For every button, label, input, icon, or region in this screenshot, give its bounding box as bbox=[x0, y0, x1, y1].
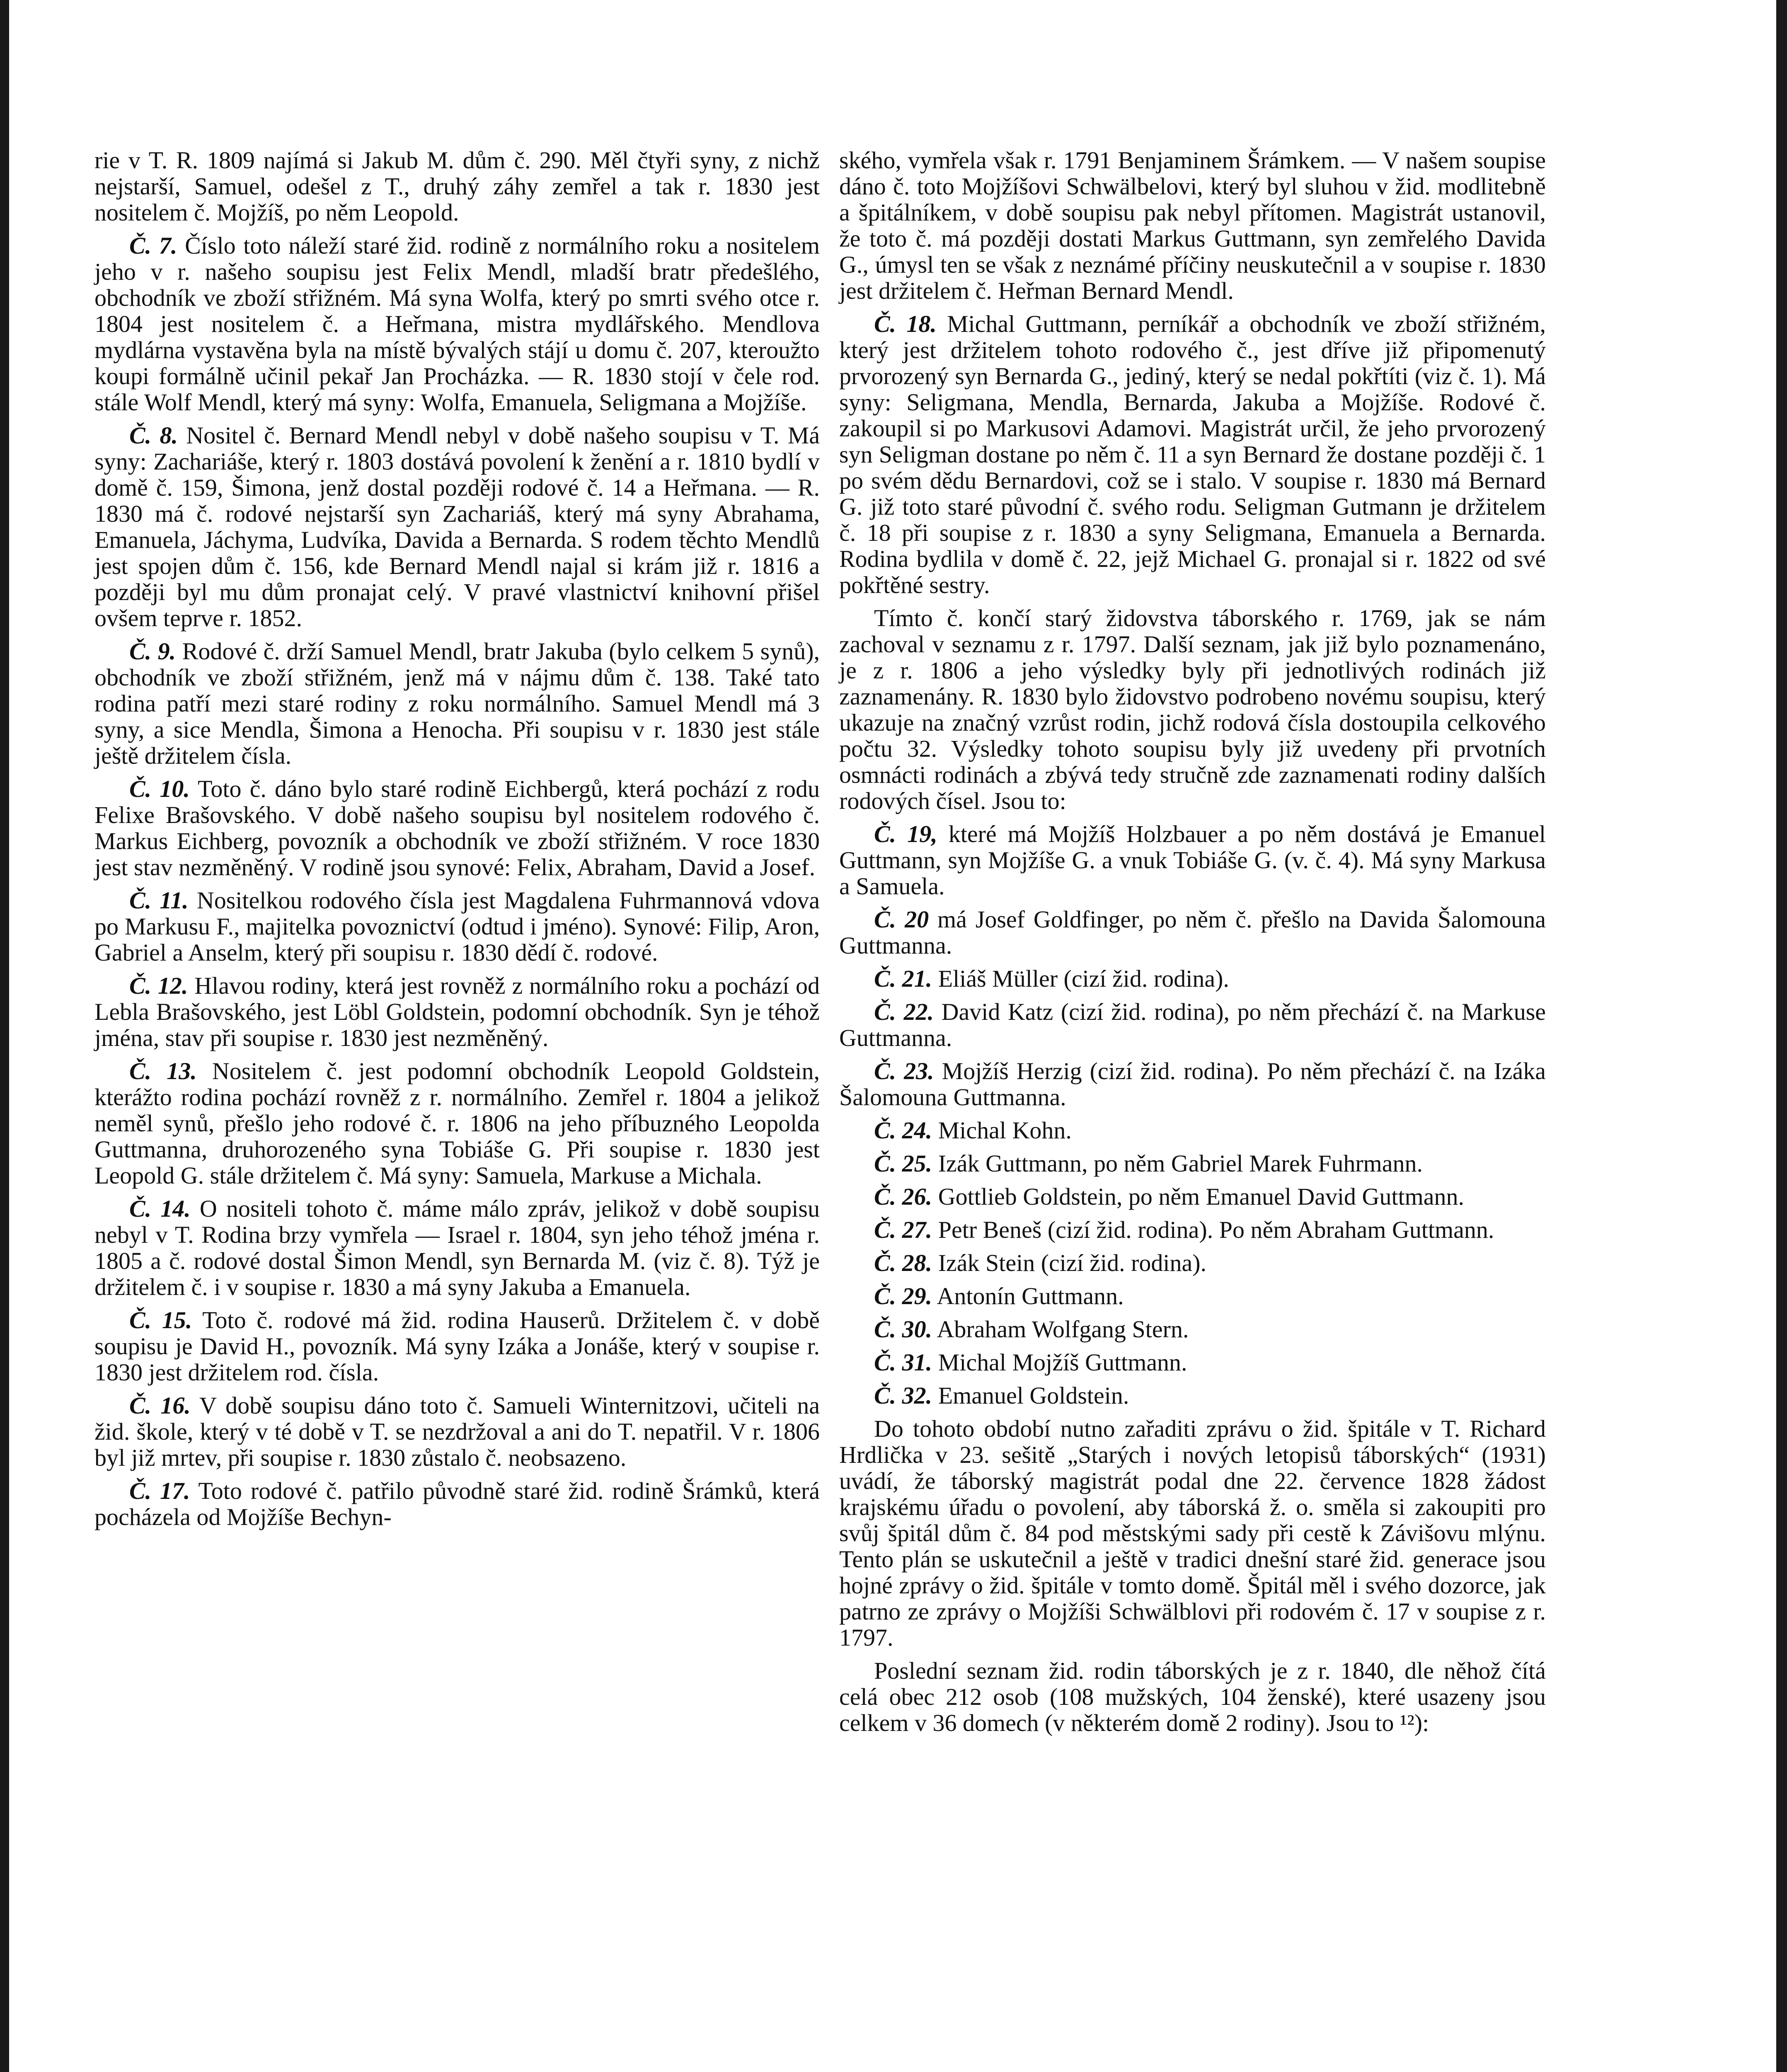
paragraph: ského, vymřela však r. 1791 Benjaminem Šrámkem. — V našem soupise dáno č. toto Mojžíšovi Schwälbelovi, který byl sluhou v žid. modlitebně a špitálníkem, v době soupisu pak nebyl přítomen. Magistrát ustanovil, že toto č. má později dostati Markus Guttmann, syn zemřelého Davida G., úmysl ten se však z neznámé příčiny neuskutečnil a v soupise r. 1830 jest držitelem č. Heřman Bernard Mendl. bbox=[839, 147, 1546, 304]
paragraph: Č. 27. Petr Beneš (cizí žid. rodina). Po něm Abraham Guttmann. bbox=[874, 1216, 1494, 1243]
paragraph: Č. 25. Izák Guttmann, po něm Gabriel Marek Fuhrmann. bbox=[874, 1150, 1423, 1177]
right-text-column bbox=[839, 147, 1546, 1743]
paragraph: Č. 20 má Josef Goldfinger, po něm č. přešlo na Davida Šalomouna Guttmanna. bbox=[839, 906, 1546, 959]
paragraph: Do tohoto období nutno zařaditi zprávu o žid. špitále v T. Richard Hrdlička v 23. sešitě „Starých i nových letopisů táborských“ (1931) uvádí, že táborský magistrát podal dne 22. července 1828 žádost krajskému úřadu o povolení, aby táborská ž. o. směla si zakoupiti pro svůj špitál dům č. 84 pod městskými sady při cestě k Závišovu mlýnu. Tento plán se uskutečnil a ještě v tradici dnešní staré žid. generace jsou hojné zprávy o žid. špitále v tomto domě. Špitál měl i svého dozorce, jak patrno ze zprávy o Mojžíši Schwälblovi při rodovém č. 17 v soupise z r. 1797. bbox=[839, 1415, 1546, 1651]
paragraph: Č. 31. Michal Mojžíš Guttmann. bbox=[874, 1349, 1187, 1376]
entry-number: Č. 14. bbox=[129, 1195, 191, 1222]
entry-number: Č. 17. bbox=[129, 1477, 190, 1504]
entry-number: Č. 21. bbox=[874, 965, 932, 992]
paragraph: Č. 19, které má Mojžíš Holzbauer a po něm dostává je Emanuel Guttmann, syn Mojžíše G. a vnuk Tobiáše G. (v. č. 4). Má syny Markusa a Samuela. bbox=[839, 821, 1546, 900]
entry-number: Č. 27. bbox=[874, 1216, 932, 1243]
entry-number: Č. 7. bbox=[129, 232, 177, 259]
paragraph: Č. 29. Antonín Guttmann. bbox=[874, 1283, 1124, 1310]
paragraph: Č. 17. Toto rodové č. patřilo původně staré žid. rodině Šrámků, která pocházela od Mojžíše Bechyn- bbox=[94, 1477, 820, 1530]
paragraph: Č. 28. Izák Stein (cizí žid. rodina). bbox=[874, 1249, 1207, 1276]
paragraph: Č. 21. Eliáš Müller (cizí žid. rodina). bbox=[874, 965, 1229, 992]
paragraph: Č. 15. Toto č. rodové má žid. rodina Hauserů. Držitelem č. v době soupisu je David H., povozník. Má syny Izáka a Jonáše, který v soupise r. 1830 jest držitelem rod. čísla. bbox=[94, 1307, 820, 1386]
paragraph: Č. 14. O nositeli tohoto č. máme málo zpráv, jelikož v době soupisu nebyl v T. Rodina brzy vymřela — Israel r. 1804, syn jeho téhož jména r. 1805 a č. rodové dostal Šimon Mendl, syn Bernarda M. (viz č. 8). Týž je držitelem č. i v soupise r. 1830 a má syny Jakuba a Emanuela. bbox=[94, 1195, 820, 1300]
entry-number: Č. 10. bbox=[129, 775, 190, 802]
paragraph: Tímto č. končí starý židovstva táborského r. 1769, jak se nám zachoval v seznamu z r. 1797. Další seznam, jak již bylo poznamenáno, je z r. 1806 a jeho výsledky byly při jednotlivých rodinách již zaznamenány. R. 1830 bylo židovstvo podrobeno novému soupisu, který ukazuje na značný vzrůst rodin, jichž rodová čísla dostoupila celkového počtu 32. Výsledky tohoto soupisu byly již uvedeny při prvotních osmnácti rodinách a zbývá tedy stručně zde zaznamenati rodiny dalších rodových čísel. Jsou to: bbox=[839, 605, 1546, 814]
entry-number: Č. 32. bbox=[874, 1382, 932, 1409]
entry-number: Č. 30. bbox=[874, 1316, 932, 1343]
entry-number: Č. 16. bbox=[129, 1392, 191, 1419]
entry-number: Č. 13. bbox=[129, 1058, 197, 1084]
paragraph: Č. 32. Emanuel Goldstein. bbox=[874, 1382, 1129, 1409]
entry-number: Č. 31. bbox=[874, 1349, 932, 1376]
entry-number: Č. 22. bbox=[874, 998, 934, 1025]
paragraph: Poslední seznam žid. rodin táborských je z r. 1840, dle něhož čítá celá obec 212 osob (108 mužských, 104 ženské), které usazeny jsou celkem v 36 domech (v některém domě 2 rodiny). Jsou to ¹²): bbox=[839, 1657, 1546, 1736]
entry-number: Č. 24. bbox=[874, 1117, 932, 1144]
paragraph: Č. 18. Michal Guttmann, perníkář a obchodník ve zboží střižném, který jest držitelem tohoto rodového č., jest dříve již připomenutý prvorozený syn Bernarda G., jediný, který se nedal pokřtíti (viz č. 1). Má syny: Seligmana, Mendla, Bernarda, Jakuba a Mojžíše. Rodové č. zakoupil si po Markusovi Adamovi. Magistrát určil, že jeho prvorozený syn Seligman dostane po něm č. 11 a syn Bernard že dostane později č. 1 po svém dědu Bernardovi, což se i stalo. V soupise r. 1830 má Bernard G. již toto staré původní č. svého rodu. Seligman Gutmann je držitelem č. 18 při soupise z r. 1830 a syny Seligmana, Emanuela a Bernarda. Rodina bydlila v domě č. 22, jejž Michael G. pronajal si r. 1822 od své pokřtěné sestry. bbox=[839, 310, 1546, 598]
entry-number: Č. 19, bbox=[874, 821, 937, 847]
paragraph: Č. 12. Hlavou rodiny, která jest rovněž z normálního roku a pochází od Lebla Brašovského, jest Löbl Goldstein, podomní obchodník. Syn je téhož jména, stav při soupise r. 1830 jest nezměněný. bbox=[94, 972, 820, 1051]
paragraph: Č. 11. Nositelkou rodového čísla jest Magdalena Fuhrmannová vdova po Markusu F., majitelka povoznictví (odtud i jméno). Synové: Filip, Aron, Gabriel a Anselm, který při soupisu r. 1830 dědí č. rodové. bbox=[94, 887, 820, 966]
scan-edge-right bbox=[1776, 0, 1787, 2072]
paragraph: Č. 13. Nositelem č. jest podomní obchodník Leopold Goldstein, kterážto rodina pochází rovněž z r. normálního. Zemřel r. 1804 a jelikož neměl synů, přešlo jeho rodové č. r. 1806 na jeho příbuzného Leopolda Guttmanna, druhorozeného syna Tobiáše G. Při soupise r. 1830 jest Leopold G. stále držitelem č. Má syny: Samuela, Markuse a Michala. bbox=[94, 1058, 820, 1189]
paragraph: Č. 16. V době soupisu dáno toto č. Samueli Winternitzovi, učiteli na žid. škole, který v té době v T. se nezdržoval a ani do T. nepatřil. V r. 1806 byl již mrtev, při soupise r. 1830 zůstalo č. neobsazeno. bbox=[94, 1392, 820, 1471]
entry-number: Č. 23. bbox=[874, 1058, 934, 1084]
paragraph: Č. 22. David Katz (cizí žid. rodina), po něm přechází č. na Markuse Guttmanna. bbox=[839, 998, 1546, 1051]
paragraph: Č. 24. Michal Kohn. bbox=[874, 1117, 1072, 1144]
paragraph: Č. 10. Toto č. dáno bylo staré rodině Eichbergů, která pochází z rodu Felixe Brašovského. V době našeho soupisu byl nositelem rodového č. Markus Eichberg, povozník a obchodník ve zboží střižném. V roce 1830 jest stav nezměněný. V rodině jsou synové: Felix, Abraham, David a Josef. bbox=[94, 775, 820, 881]
scan-edge-left bbox=[0, 0, 9, 2072]
paragraph: rie v T. R. 1809 najímá si Jakub M. dům č. 290. Měl čtyři syny, z nichž nejstarší, Samuel, odešel z T., druhý záhy zemřel a tak r. 1830 jest nositelem č. Mojžíš, po něm Leopold. bbox=[94, 147, 820, 226]
entry-number: Č. 12. bbox=[129, 972, 188, 999]
paragraph: Č. 7. Číslo toto náleží staré žid. rodině z normálního roku a nositelem jeho v r. našeho soupisu jest Felix Mendl, mladší bratr předešlého, obchodník ve zboží střižném. Má syna Wolfa, který po smrti svého otce r. 1804 jest nositelem č. a Heřmana, mistra mydlářského. Mendlova mydlárna vystavěna byla na místě bývalých stájí u domu č. 207, kteroužto koupi formálně učinil pekař Jan Procházka. — R. 1830 stojí v čele rod. stále Wolf Mendl, který má syny: Wolfa, Emanuela, Seligmana a Mojžíše. bbox=[94, 232, 820, 416]
entry-number: Č. 29. bbox=[874, 1283, 932, 1310]
entry-number: Č. 11. bbox=[129, 887, 189, 914]
paragraph: Č. 9. Rodové č. drží Samuel Mendl, bratr Jakuba (bylo celkem 5 synů), obchodník ve zboží střižném, jenž má v nájmu dům č. 138. Také tato rodina patří mezi staré rodiny z roku normálního. Samuel Mendl má 3 syny, a sice Mendla, Šimona a Henocha. Při soupisu v r. 1830 jest stále ještě držitelem čísla. bbox=[94, 638, 820, 769]
entry-number: Č. 9. bbox=[129, 638, 176, 665]
paragraph: Č. 23. Mojžíš Herzig (cizí žid. rodina). Po něm přechází č. na Izáka Šalomouna Guttmanna. bbox=[839, 1058, 1546, 1111]
left-text-column bbox=[94, 147, 820, 1537]
entry-number: Č. 26. bbox=[874, 1183, 932, 1210]
paragraph: Č. 26. Gottlieb Goldstein, po něm Emanuel David Guttmann. bbox=[874, 1183, 1465, 1210]
entry-number: Č. 15. bbox=[129, 1307, 192, 1334]
entry-number: Č. 25. bbox=[874, 1150, 932, 1177]
entry-number: Č. 20 bbox=[874, 906, 929, 933]
entry-number: Č. 18. bbox=[874, 310, 937, 337]
paragraph: Č. 30. Abraham Wolfgang Stern. bbox=[874, 1316, 1189, 1343]
paragraph: Č. 8. Nositel č. Bernard Mendl nebyl v době našeho soupisu v T. Má syny: Zachariáše, který r. 1803 dostává povolení k ženění a r. 1810 bydlí v domě č. 159, Šimona, jenž dostal později rodové č. 14 a Heřmana. — R. 1830 má č. rodové nejstarší syn Zachariáš, který má syny Abrahama, Emanuela, Jáchyma, Ludvíka, Davida a Bernarda. S rodem těchto Mendlů jest spojen dům č. 156, kde Bernard Mendl najal si krám již r. 1816 a později byl mu dům pronajat celý. V pravé vlastnictví knihovní přišel ovšem teprve r. 1852. bbox=[94, 422, 820, 632]
entry-number: Č. 8. bbox=[129, 422, 178, 449]
entry-number: Č. 28. bbox=[874, 1249, 932, 1276]
